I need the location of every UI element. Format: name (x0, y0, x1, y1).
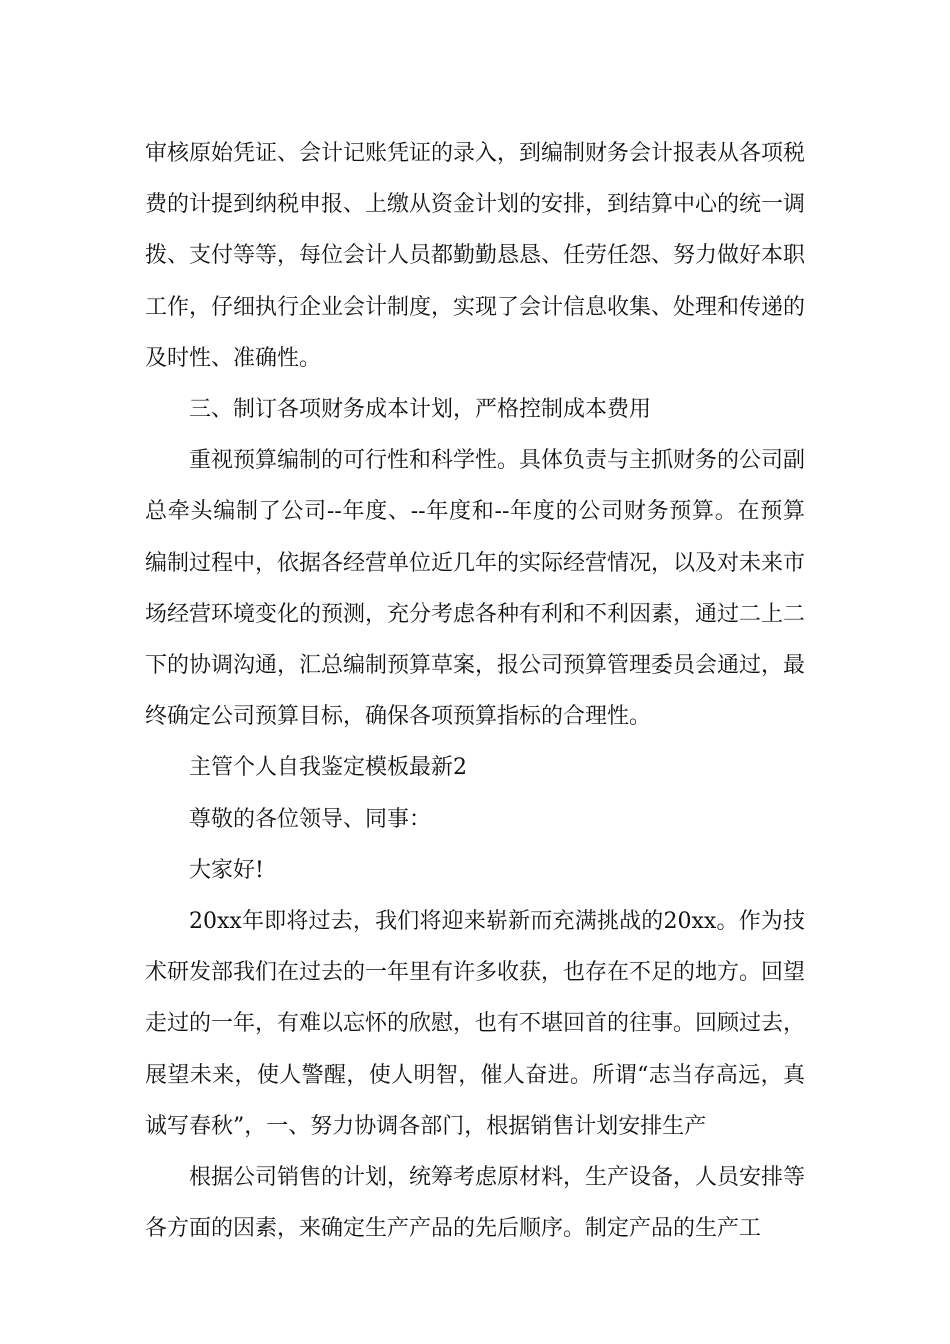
section-heading-cost-plan: 三、制订各项财务成本计划，严格控制成本费用 (189, 397, 652, 423)
document-body (145, 128, 805, 1254)
document-title-2: 主管个人自我鉴定模板最新2 (189, 755, 467, 781)
paragraph-year-review: 20xx年即将过去，我们将迎来崭新而充满挑战的20xx。作为技术研发部我们在过去的一年里有许多收获，也存在不足的地方。回望走过的一年，有难以忘怀的欣慰，也有不堪回首的往事。回顾过去，展望未来，使人警醒，使人明智，催人奋进。所谓“志当存高远，真诚写春秋”，一、努力协调各部门，根据销售计划安排生产 (145, 909, 806, 1139)
paragraph-production-plan: 根据公司销售的计划，统筹考虑原材料，生产设备，人员安排等各方面的因素，来确定生产产品的先后顺序。制定产品的生产工 (145, 1165, 806, 1242)
paragraph-budget: 重视预算编制的可行性和科学性。具体负责与主抓财务的公司副总牵头编制了公司--年度、--年度和--年度的公司财务预算。在预算编制过程中，依据各经营单位近几年的实际经营情况，以及对未来市场经营环境变化的预测，充分考虑各种有利和不利因素，通过二上二下的协调沟通，汇总编制预算草案，报公司预算管理委员会通过，最终确定公司预算目标，确保各项预算指标的合理性。 (145, 448, 806, 730)
paragraph-accounting-work: 审核原始凭证、会计记账凭证的录入，到编制财务会计报表从各项税费的计提到纳税申报、上缴从资金计划的安排，到结算中心的统一调拨、支付等等，每位会计人员都勤勤恳恳、任劳任怨、努力做好本职工作，仔细执行企业会计制度，实现了会计信息收集、处理和传递的及时性、准确性。 (145, 141, 806, 371)
salutation: 尊敬的各位领导、同事： (189, 806, 432, 832)
greeting: 大家好! (189, 857, 264, 883)
